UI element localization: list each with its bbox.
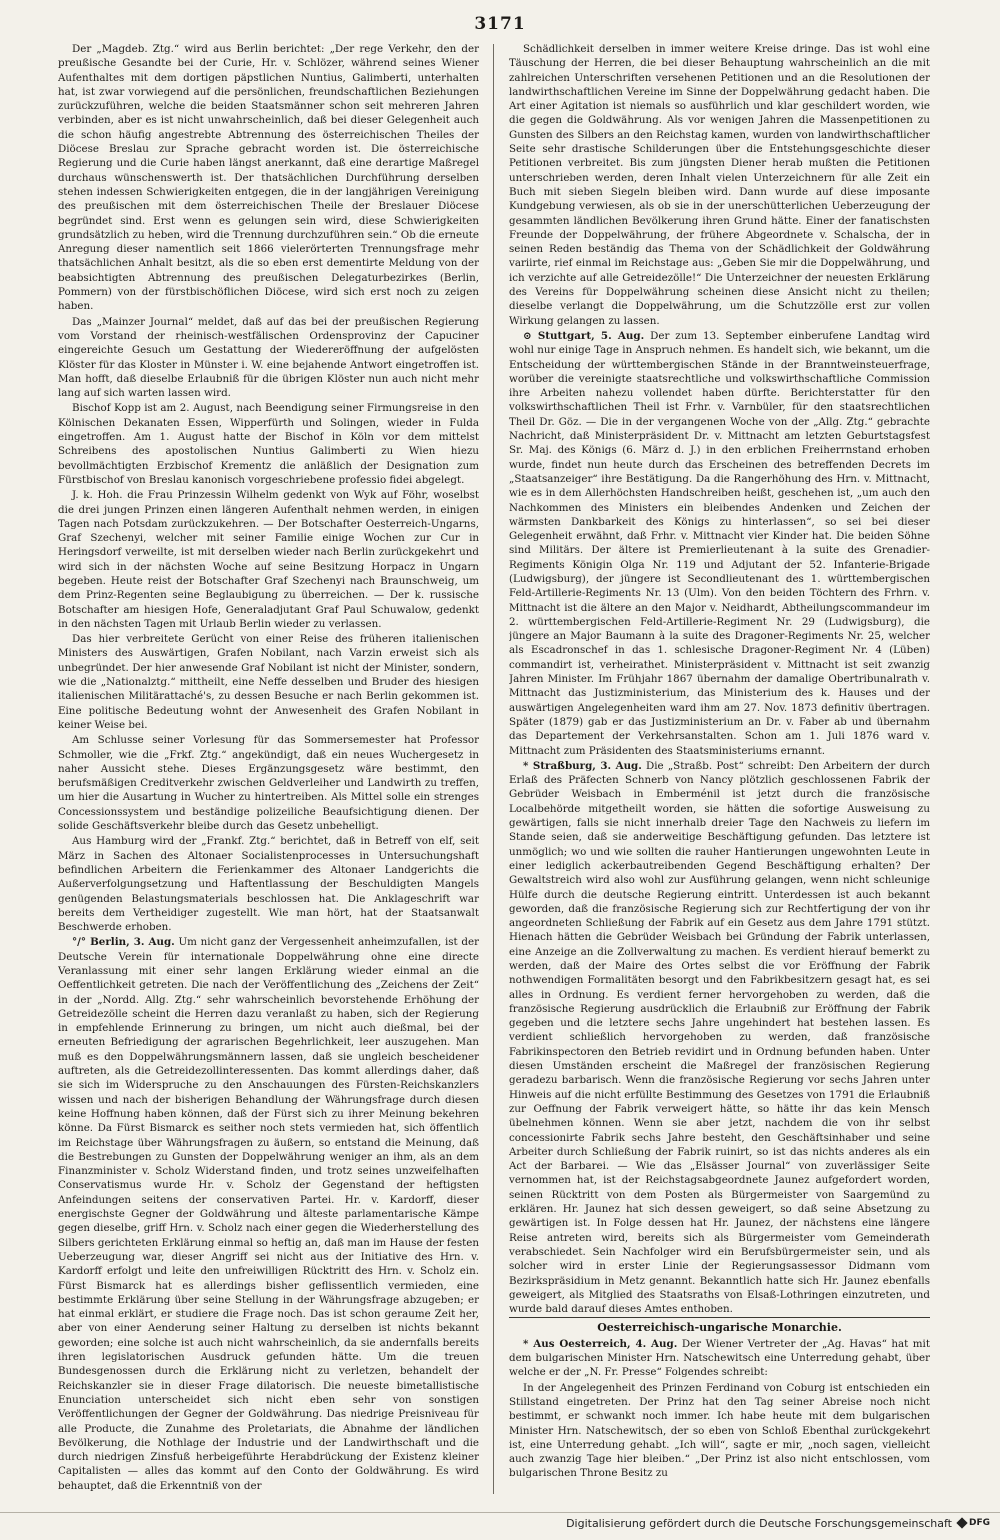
article-paragraph: [509, 759, 930, 1317]
paragraph-text: Die „Straßb. Post“ schreibt: Den Arbeitern der durch Erlaß des Präfecten Schnerb von Nancy plötzlich geschlossenen Fabrik der Gebrüder Weisbach in Emberménil ist jetzt durch die französische Localbehörde mitgetheilt worden, sie hätten die sofortige Ausweisung zu gewärtigen, falls sie nicht innerhalb dreier Tage den Nachweis zu liefern im Stande seien, daß sie anderweitige Beschäftigung gefunden. Das letztere ist unmöglich; wo und wie sollten die rauher Hantierungen ungewohnten Leute in einer lediglich ackerbautreibenden Gegend Beschäftigung erhalten? Der Gewaltstreich wird also wohl zur Ausführung gelangen, wenn nicht schleunige Hülfe durch die deutsche Regierung eintritt. Unterdessen ist auch bekannt geworden, daß die französische Regierung sich zur Rechtfertigung der von ihr angeordneten Schließung der Fabrik auf ein Gesetz aus dem Jahre 1791 stützt. Hienach hätten die Gebrüder Weisbach bei Gründung der Fabrik unterlassen, eine Anzeige an die Zollverwaltung zu machen. Es verdient hierauf bemerkt zu werden, daß der Maire des Ortes selbst die vor Eröffnung der Fabrik nothwendigen Formalitäten besorgt und den Fabrikbesitzern gesagt hat, es sei alles in Ordnung. Es verdient ferner hervorgehoben zu werden, daß die französische Regierung ausdrücklich die Erlaubniß zur Eröffnung der Fabrik gegeben und die letztere sechs Jahre ungehindert hat bestehen lassen. Es verdient schließlich hervorgehoben zu werden, daß französische Fabrikinspectoren den Betrieb revidirt und in Ordnung befunden haben. Unter diesen Umständen erscheint die Maßregel der französischen Regierung geradezu barbarisch. Wenn die französische Regierung vor sechs Jahren unter Hinweis auf die nicht erfüllte Bestimmung des Gesetzes von 1791 die Erlaubniß zur Oeffnung der Fabrik verweigert hätte, so hätte ihr das kein Mensch übelnehmen können. Wenn sie aber jetzt, nachdem die von ihr selbst concessionirte Fabrik sechs Jahre besteht, den Geschäftsinhaber und seine Arbeiter durch Schließung der Fabrik ruinirt, so ist das nichts anderes als ein Act der Barbarei. — Wie das „Elsässer Journal“ von zuverlässiger Seite vernommen hat, ist der Reichstagsabgeordnete Jaunez aufgefordert worden, seinen Rücktritt von dem Posten als Bürgermeister von Saargemünd zu erklären. Hr. Jaunez hat sich dessen geweigert, so daß seine Absetzung zu gewärtigen ist. In Folge dessen hat Hr. Jaunez, der nächstens eine längere Reise antreten wird, bereits sich als Bürgermeister vom Gemeinderath verabschiedet. Sein Nachfolger wird ein Berufsbürgermeister sein, und als solcher wird in erster Linie der Regierungsassessor Didmann vom Bezirkspräsidium in Metz genannt. Bekanntlich hatte sich Hr. Jaunez ebenfalls geweigert, als Mitglied des Staatsraths von Elsaß-Lothringen einzutreten, und wurde bald darauf dieses Amtes enthoben.: [509, 759, 930, 1316]
paragraph-text: Schädlichkeit derselben in immer weitere Kreise dringe. Das ist wohl eine Täuschung der Herren, die bei dieser Behauptung wahrscheinlich an die mit zahlreichen Unterschriften versehenen Petitionen und an die Resolutionen der landwirthschaftlichen Vereine im Sinne der Doppelwährung gedacht haben. Die Art einer Agitation ist niemals so ausführlich und klar geschildert worden, wie die gegen die Goldwährung. Als vor wenigen Jahren die Massenpetitionen zu Gunsten des Silbers an den Reichstag kamen, wurden von landwirthschaftlicher Seite sehr drastische Schilderungen über die Entstehungsgeschichte dieser Petitionen verbreitet. Bis zum jüngsten Diener herab mußten die Petitionen unterschrieben werden, deren Inhalt vielen Unterzeichnern für alle Zeit ein Buch mit sieben Siegeln bleiben wird. Dann wurde auf diese imposante Kundgebung verwiesen, als ob sie in der unerschütterlichen Ueberzeugung der gesammten ländlichen Bevölkerung ihren Grund hätte. Einer der fanatischsten Freunde der Doppelwährung, der frühere Abgeordnete v. Schalscha, der in seinen Reden beständig das Thema von der Schädlichkeit der Goldwährung variirte, rief einmal im Reichstage aus: „Geben Sie mir die Doppelwährung, und ich verzichte auf alle Getreidezölle!“ Die Unterzeichner der neuesten Erklärung des Vereins für Doppelwährung scheinen diese Ansicht nicht zu theilen; dieselbe verlangt die Doppelwährung, um die Schutzzölle erst zur vollen Wirkung gelangen zu lassen.: [509, 43, 930, 327]
dfg-logo-text: DFG: [969, 1518, 991, 1528]
paragraph-text: Der Wiener Vertreter der „Ag. Havas“ hat mit dem bulgarischen Minister Hrn. Natschewitsch eine Unterredung gehabt, über welche er der „N. Fr. Presse“ Folgendes schreibt:: [509, 1337, 930, 1379]
paragraph-text: Der zum 13. September einberufene Landtag wird wohl nur einige Tage in Anspruch nehmen. Es handelt sich, wie bekannt, um die Entscheidung der württembergischen Stände in der Branntweinsteuerfrage, worüber die vereinigte staatsrechtliche und volkswirthschaftliche Commission ihre Arbeiten nahezu vollendet haben dürfte. Berichterstatter für den volkswirthschaftlichen Theil ist Frhr. v. Varnbüler, für den staatsrechtlichen Theil Dr. Göz. — Die in der vergangenen Woche von der „Allg. Ztg.“ gebrachte Nachricht, daß Ministerpräsident Dr. v. Mittnacht am letzten Geburtstagsfest Sr. Maj. des Königs (6. März d. J.) in den erblichen Freiherrnstand erhoben wurde, findet nun heute durch das Erscheinen des betreffenden Decrets im „Staatsanzeiger“ ihre Bestätigung. Da die Rangerhöhung des Hrn. v. Mittnacht, wie es in dem Allerhöchsten Handschreiben heißt, geschehen ist, „um auch den Nachkommen des Ministers ein bleibendes Andenken und Zeichen der wärmsten Dankbarkeit des Königs zu hinterlassen“, so sei bei dieser Gelegenheit erwähnt, daß Frhr. v. Mittnacht vier Kinder hat. Die beiden Söhne sind Militärs. Der ältere ist Premierlieutenant à la suite des Grenadier-Regiments Königin Olga Nr. 119 und Adjutant der 52. Infanterie-Brigade (Ludwigsburg), der jüngere ist Secondlieutenant des 1. württembergischen Feld-Artillerie-Regiments Nr. 13 (Ulm). Von den beiden Töchtern des Frhrn. v. Mittnacht ist die ältere an den Major v. Neidhardt, Abtheilungscommandeur im 2. württembergischen Feld-Artillerie-Regiment Nr. 29 (Ludwigsburg), die jüngere an Major Baumann à la suite des Dragoner-Regiments Nr. 25, welcher als Escadronschef in das 1. schlesische Dragoner-Regiment Nr. 4 (Lüben) commandirt ist, verheirathet. Ministerpräsident v. Mittnacht ist seit zwanzig Jahren Minister. Im Frühjahr 1867 übernahm der damalige Obertribunalrath v. Mittnacht das Justizministerium, das Ministerium des k. Hauses und der auswärtigen Angelegenheiten ward ihm am 27. Nov. 1873 definitiv übertragen. Später (1879) gab er das Justizministerium an Dr. v. Faber ab und übernahm das Departement der Verkehrsanstalten. Schon am 1. Juli 1876 ward v. Mittnacht zum Präsidenten des Staatsministeriums ernannt.: [509, 329, 930, 757]
paragraph-text: Der „Magdeb. Ztg.“ wird aus Berlin berichtet: „Der rege Verkehr, den der preußische Gesandte bei der Curie, Hr. v. Schlözer, während seines Wiener Aufenthaltes mit dem dortigen päpstlichen Nuntius, Galimberti, unterhalten hat, ist zwar vorwiegend auf die persönlichen, freundschaftlichen Beziehungen zurückzuführen, welche die beiden Staatsmänner schon seit mehreren Jahren verbinden, aber es ist nicht unwahrscheinlich, daß bei dieser Gelegenheit auch die schon häufig angestrebte Abtrennung des österreichischen Theiles der Diöcese Breslau zur Sprache gebracht worden ist. Die österreichische Regierung und die Curie haben längst anerkannt, daß eine derartige Maßregel durchaus wünschenswerth ist. Der thatsächlichen Durchführung derselben stehen indessen Schwierigkeiten entgegen, die in der langjährigen Vereinigung des preußischen mit dem österreichischen Theile der Breslauer Diöcese begründet sind. Erst wenn es gelungen sein wird, diese Schwierigkeiten grundsätzlich zu heben, wird die Trennung durchzuführen sein.“ Ob die erneute Anregung dieser namentlich seit 1866 vielerörterten Trennungsfrage mehr thatsächlichen Anhalt besitzt, als die so eben erst dementirte Meldung von der beabsichtigten Abtrennung des preußischen Delegaturbezirkes (Berlin, Pommern) von der fürstbischöflichen Diöcese, wird sich erst noch zu zeigen haben.: [58, 43, 479, 313]
article-paragraph: [509, 42, 930, 328]
article-paragraph: [58, 42, 479, 314]
article-paragraph: [509, 1381, 930, 1481]
article-paragraph: [58, 401, 479, 487]
footer-note: Digitalisierung gefördert durch die Deutsche Forschungsgemeinschaft: [566, 1517, 952, 1530]
left-column: [58, 42, 479, 1497]
article-paragraph: [58, 935, 479, 1493]
footer: [0, 1512, 1000, 1535]
dfg-logo-icon: [958, 1516, 990, 1531]
article-paragraph: [509, 1337, 930, 1380]
paragraph-text: In der Angelegenheit des Prinzen Ferdinand von Coburg ist entschieden ein Stillstand eingetreten. Der Prinz hat den Tag seiner Abreise noch nicht bestimmt, er schwankt noch immer. Ich habe heute mit dem bulgarischen Minister Hrn. Natschewitsch, der so eben von Schloß Ebenthal zurückgekehrt ist, eine Unterredung gehabt. „Ich will“, sagte er mir, „noch sagen, vielleicht auch zwanzig Tage hier bleiben.“ „Der Prinz ist also nicht entschlossen, vom bulgarischen Throne Besitz zu: [509, 1381, 930, 1480]
column-divider: [493, 44, 494, 1494]
article-paragraph: [58, 488, 479, 631]
dateline: °/° Berlin, 3. Aug.: [72, 936, 175, 949]
paragraph-text: Um nicht ganz der Vergessenheit anheimzufallen, ist der Deutsche Verein für internationale Doppelwährung ohne eine directe Veranlassung mit einer sehr langen Erklärung wieder einmal an die Oeffentlichkeit getreten. Die nach der Veröffentlichung des „Zeichens der Zeit“ in der „Nordd. Allg. Ztg.“ sehr wahrscheinlich bevorstehende Erhöhung der Getreidezölle scheint die Herren dazu veranlaßt zu haben, sich der Regierung in empfehlende Erinnerung zu bringen, um nicht auch dießmal, bei der erneuten Befriedigung der agrarischen Begehrlichkeit, leer auszugehen. Man muß es den Doppelwährungsmännern lassen, daß sie ungleich bescheidener auftreten, als die Getreidezollinteressenten. Das kommt allerdings daher, daß sie sich im Widerspruche zu den Anschauungen des Fürsten-Reichskanzlers wissen und nach der bisherigen Behandlung der Währungsfrage durch diesen keine Hoffnung haben können, daß der Fürst sich zu ihrer Meinung bekehren könne. Da Fürst Bismarck es seither noch stets vermieden hat, sich öffentlich im Reichstage über Währungsfragen zu äußern, so entstand die Meinung, daß die Bestrebungen zu Gunsten der Doppelwährung weniger an ihm, als an dem Finanzminister v. Scholz Widerstand finden, und trotz seines unzweifelhaften Conservatismus wurde Hr. v. Scholz der Gegenstand der heftigsten Anfeindungen seitens der conservativen Partei. Hr. v. Kardorff, dieser energischste Gegner der Goldwährung und älteste parlamentarische Kämpe gegen dieselbe, griff Hrn. v. Scholz nach einer gegen die Wiederherstellung des Silbers gerichteten Erklärung einmal so heftig an, daß man im Hause der festen Ueberzeugung war, dieser Angriff sei nicht aus der Initiative des Hrn. v. Kardorff erfolgt und leite den unfreiwilligen Rücktritt des Hrn. v. Scholz ein. Fürst Bismarck hat es allerdings bisher geflissentlich vermieden, eine bestimmte Erklärung über seine Stellung in der Währungsfrage abzugeben; er hat einmal erklärt, er studiere die Frage noch. Das ist schon geraume Zeit her, aber von einer Aenderung seiner Haltung zu derselben ist nichts bekannt geworden; eine solche ist auch nicht wahrscheinlich, da sie andernfalls bereits ihren legislatorischen Ausdruck gefunden hätte. Um die treuen Bundesgenossen durch die Erklärung nicht zu verletzen, behandelt der Reichskanzler sie in dieser Frage dilatorisch. Die neueste bimetallistische Enunciation unterscheidet sich nicht eben sehr von sonstigen Veröffentlichungen der Gegner der Goldwährung. Das niedrige Preisniveau für alle Producte, die Zunahme des Proletariats, die Abnahme der ländlichen Bevölkerung, die Nothlage der Industrie und der Landwirthschaft und die durch niedrigen Zinsfuß herbeigeführte Herabdrückung der Existenz kleiner Capitalisten — alles das kommt auf den Conto der Goldwährung. Es wird behauptet, daß die Erkenntniß von der: [58, 936, 479, 1492]
dateline: ⊙ Stuttgart, 5. Aug.: [523, 329, 645, 342]
dateline: * Aus Oesterreich, 4. Aug.: [523, 1337, 678, 1350]
article-paragraph: [58, 315, 479, 401]
paragraph-text: Am Schlusse seiner Vorlesung für das Sommersemester hat Professor Schmoller, wie die „Frkf. Ztg.“ angekündigt, daß ein neues Wuchergesetz in naher Aussicht stehe. Dieses Ergänzungsgesetz wäre bestimmt, den berufsmäßigen Creditverkehr zwischen Geldverleiher und Landwirth zu treffen, um hier die Ausartung in Wucher zu hintertreiben. Als Mittel solle ein strenges Concessionssystem und beständige polizeiliche Beaufsichtigung dienen. Der solide Geschäftsverkehr bleibe durch das Gesetz unbehelligt.: [58, 734, 479, 833]
article-paragraph: [58, 834, 479, 934]
dateline: * Straßburg, 3. Aug.: [523, 759, 642, 772]
paragraph-text: J. k. Hoh. die Frau Prinzessin Wilhelm gedenkt von Wyk auf Föhr, woselbst die drei jungen Prinzen einen längeren Aufenthalt nehmen werden, in einigen Tagen nach Potsdam zurückzukehren. — Der Botschafter Oesterreich-Ungarns, Graf Szechenyi, welcher mit seiner Familie einige Wochen zur Cur in Heringsdorf verweilte, ist mit derselben wieder nach Berlin zurückgekehrt und wird sich in der nächsten Woche auf seine Besitzung Horpacz in Ungarn begeben. Heute reist der Botschafter Graf Szechenyi nach Braunschweig, um dem Prinz-Regenten seine Beglaubigung zu überreichen. — Der k. russische Botschafter am hiesigen Hofe, Generaladjutant Graf Paul Schuwalow, gedenkt in den nächsten Tagen mit Urlaub Berlin wieder zu verlassen.: [58, 489, 479, 630]
paragraph-text: Bischof Kopp ist am 2. August, nach Beendigung seiner Firmungsreise in den Kölnischen Dekanaten Essen, Wipperfürth und Solingen, wieder in Fulda eingetroffen. Am 1. August hatte der Bischof in Köln vor dem mittelst Schreibens des apostolischen Nuntius Galimberti zu Wien hiezu bevollmächtigten Erzbischof Krementz die anläßlich der Designation zum Fürstbischof von Breslau kanonisch vorgeschriebene professio fidei abgelegt.: [58, 402, 479, 486]
article-paragraph: [58, 733, 479, 833]
paragraph-text: Aus Hamburg wird der „Frankf. Ztg.“ berichtet, daß in Betreff von elf, seit März in Sachen des Altonaer Socialistenprocesses in Untersuchungshaft befindlichen Arbeitern die Ferienkammer des Altonaer Landgerichts die Außerverfolgungsetzung und Haftentlassung der Beschuldigten Mangels genügenden Belastungsmaterials beschlossen hat. Die Anklageschrift war bereits dem Vertheidiger zugestellt. Wie man hört, hat der Staatsanwalt Beschwerde erhoben.: [58, 835, 479, 934]
article-paragraph: [58, 632, 479, 732]
right-column: [509, 42, 930, 1497]
article-paragraph: [509, 329, 930, 758]
section-heading: Oesterreichisch-ungarische Monarchie.: [509, 1317, 930, 1335]
paragraph-text: Das hier verbreitete Gerücht von einer Reise des früheren italienischen Ministers des Auswärtigen, Grafen Nobilant, nach Varzin erweist sich als unbegründet. Der hier anwesende Graf Nobilant ist nicht der Minister, sondern, wie die „Nationalztg.“ mittheilt, eine Neffe desselben und Bruder des hiesigen italienischen Militärattaché's, zu dessen Besuche er nach Berlin gekommen ist. Eine politische Bedeutung wohnt der Anwesenheit des Grafen Nobilant in keiner Weise bei.: [58, 633, 479, 731]
paragraph-text: Das „Mainzer Journal“ meldet, daß auf das bei der preußischen Regierung vom Vorstand der rheinisch-westfälischen Ordensprovinz der Capuciner eingereichte Gesuch um Gestattung der Wiedereröffnung der aufgelösten Klöster für das Kloster in Münster i. W. eine bejahende Antwort eingetroffen ist. Man hofft, daß dieselbe Erlaubniß für die übrigen Klöster nun auch nicht mehr lang auf sich warten lassen wird.: [58, 315, 479, 400]
page-number: 3171: [474, 14, 526, 34]
